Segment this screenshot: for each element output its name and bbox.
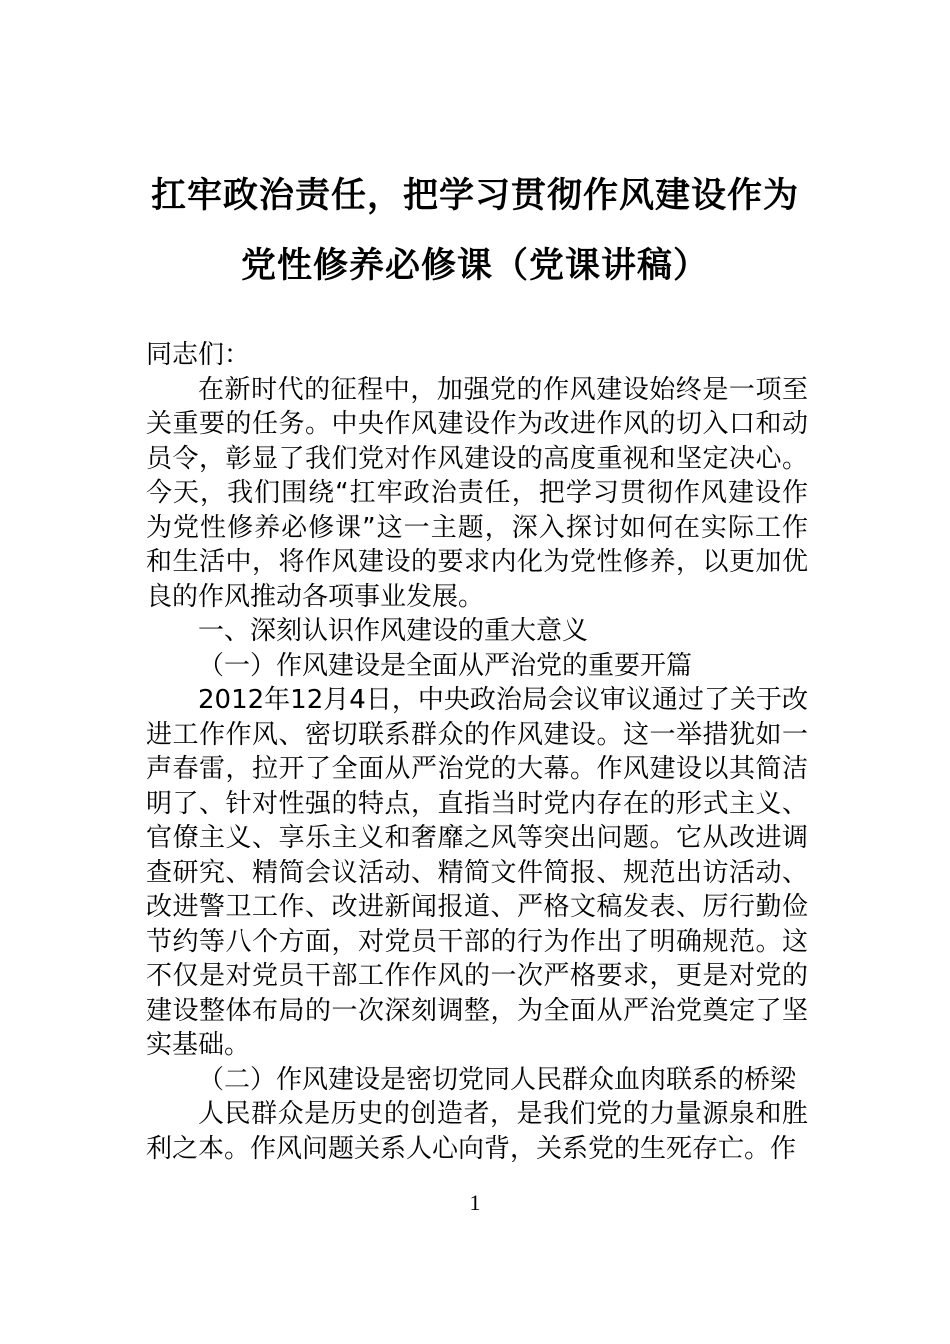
document-body xyxy=(146,338,808,1166)
paragraph-intro: 在新时代的征程中，加强党的作风建设始终是一项至关重要的任务。中央作风建设作为改进作风的切入口和动员令，彰显了我们党对作风建设的高度重视和坚定决心。今天，我们围绕“扛牢政治责任，把学习贯彻作风建设作为党性修养必修课”这一主题，深入探讨如何在实际工作和生活中，将作风建设的要求内化为党性修养，以更加优良的作风推动各项事业发展。 xyxy=(146,374,808,612)
subsection-heading-2: （二）作风建设是密切党同人民群众血肉联系的桥梁 xyxy=(198,1064,797,1095)
subsection-heading-1: （一）作风建设是全面从严治党的重要开篇 xyxy=(198,650,693,681)
document-title-line-2: 党性修养必修课（党课讲稿） xyxy=(240,246,709,286)
section-heading-1: 一、深刻认识作风建设的重大意义 xyxy=(198,616,589,646)
page-number: 1 xyxy=(469,1190,481,1215)
greeting: 同志们： xyxy=(146,340,251,370)
paragraph-subsection-2: 人民群众是历史的创造者，是我们党的力量源泉和胜利之本。作风问题关系人心向背，关系党的生死存亡。作 xyxy=(146,1099,808,1164)
paragraph-subsection-1: 2012年12月4日，中央政治局会议审议通过了关于改进工作作风、密切联系群众的作风建设。这一举措犹如一声春雷，拉开了全面从严治党的大幕。作风建设以其简洁明了、针对性强的特点，直指当时党内存在的形式主义、官僚主义、享乐主义和奢靡之风等突出问题。它从改进调查研究、精简会议活动、精简文件简报、规范出访活动、改进警卫工作、改进新闻报道、严格文稿发表、厉行勤俭节约等八个方面，对党员干部的行为作出了明确规范。这不仅是对党员干部工作作风的一次严格要求，更是对党的建设整体布局的一次深刻调整，为全面从严治党奠定了坚实基础。 xyxy=(146,685,808,1060)
document-title-line-1: 扛牢政治责任，把学习贯彻作风建设作为 xyxy=(150,176,799,216)
